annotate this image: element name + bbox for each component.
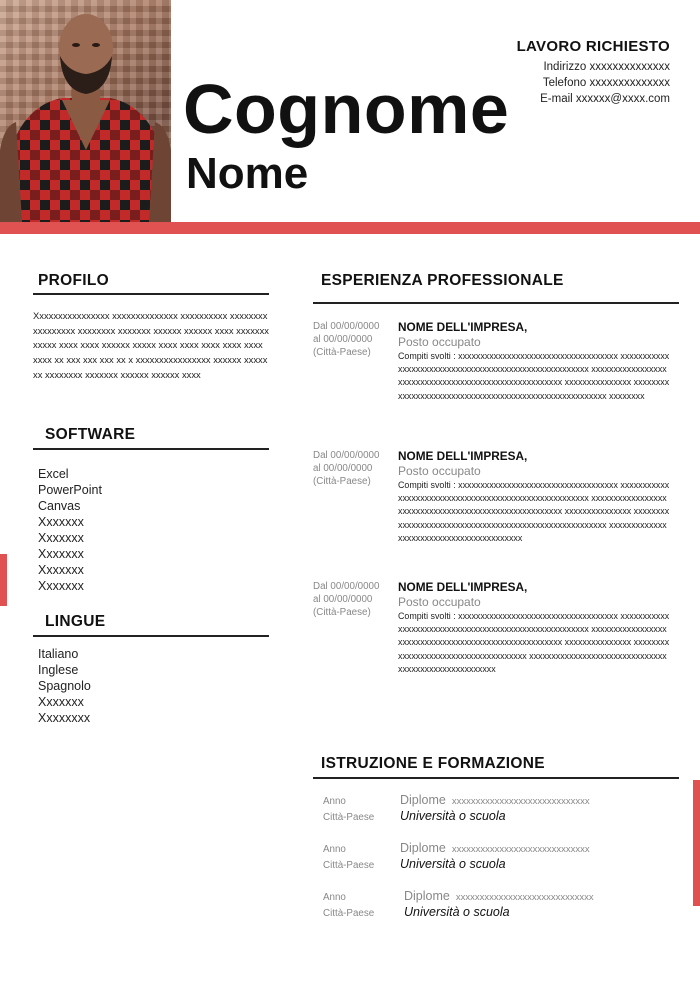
section-divider: [313, 777, 679, 779]
list-item: Spagnolo: [38, 679, 91, 693]
school-name: Università o scuola: [400, 857, 506, 871]
languages-list: [38, 646, 91, 726]
section-title-education: ISTRUZIONE E FORMAZIONE: [321, 755, 545, 772]
place: (Città-Paese): [313, 347, 371, 358]
contact-address: Indirizzo xxxxxxxxxxxxxx: [543, 61, 670, 73]
degree-name: Diplome: [404, 889, 450, 903]
degree: [400, 841, 590, 855]
position: Posto occupato: [398, 335, 481, 349]
experience-body: [398, 580, 670, 676]
education-city: Città-Paese: [323, 812, 375, 823]
section-divider: [33, 293, 269, 295]
date-from: Dal 00/00/0000: [313, 321, 380, 332]
position: Posto occupato: [398, 595, 481, 609]
education-city: Città-Paese: [323, 860, 375, 871]
company-name: NOME DELL'IMPRESA,: [398, 449, 528, 463]
school-name: Università o scuola: [400, 809, 506, 823]
date-from: Dal 00/00/0000: [313, 581, 380, 592]
experience-body: [398, 449, 670, 545]
section-title-software: SOFTWARE: [45, 426, 136, 443]
degree: [400, 793, 590, 807]
profile-text: Xxxxxxxxxxxxxxxx xxxxxxxxxxxxxx xxxxxxxxxx xxxxxxxx xxxxxxxxx xxxxxxxx xxxxxxx xxxxxx xxxxxx xxxx xxxxxxx xxxxx xxxx xxxx xxxxxx xxxxx xxxx xxxx xxxx xxxx xxxx xxxx xx xxx xxx xxx xx x xxxxxxxxxxxxxxxx xxxxxx xxxxxxx xxxxxxxx xxxxxxx xxxxxx xxxxxx xxxx: [33, 310, 269, 380]
duties: Compiti svolti : xxxxxxxxxxxxxxxxxxxxxxxxxxxxxxxxxxxx xxxxxxxxxxxxxxxxxxxxxxxxxxxxxxxxxxxxxxxxxxxxxxxxxxxxxx xxxxxxxxxxxxxxxxxxxxxxxxxxxxxxxxxxxxxxxxxxxxxxxxxxxxxx xxxxxxxxxxxxxxx xxxxxxxxxxxxxxxxxxxxxxxxxxxxxxxxxxxxxxxxxxxxxxxxxxxxxxx xxxxxxxx: [398, 351, 670, 401]
list-item: Xxxxxxx: [38, 531, 84, 545]
contact-block: [517, 38, 670, 107]
education-year: Anno: [323, 892, 346, 903]
place: (Città-Paese): [313, 607, 371, 618]
list-item: Excel: [38, 467, 69, 481]
list-item: Xxxxxxxx: [38, 711, 91, 725]
list-item: Xxxxxxx: [38, 695, 84, 709]
experience-dates: [313, 449, 393, 488]
company-name: NOME DELL'IMPRESA,: [398, 580, 528, 594]
date-to: al 00/00/0000: [313, 334, 373, 345]
profile-photo: [0, 0, 171, 222]
left-accent-mark: [0, 554, 7, 606]
list-item: Xxxxxxx: [38, 515, 84, 529]
last-name: Cognome: [183, 70, 510, 148]
date-to: al 00/00/0000: [313, 463, 373, 474]
section-title-experience: ESPERIENZA PROFESSIONALE: [321, 272, 564, 289]
experience-dates: [313, 320, 393, 359]
school-name: Università o scuola: [404, 905, 510, 919]
duties: Compiti svolti : xxxxxxxxxxxxxxxxxxxxxxxxxxxxxxxxxxxx xxxxxxxxxxxxxxxxxxxxxxxxxxxxxxxxxxxxxxxxxxxxxxxxxxxxxx xxxxxxxxxxxxxxxxxxxxxxxxxxxxxxxxxxxxxxxxxxxxxxxxxxxxxx xxxxxxxxxxxxxxx xxxxxxxxxxxxxxxxxxxxxxxxxxxxxxxxxxxxxxxxxxxxxxxxxxxxxxx xxxxxxxxxxxxxxxxxxxxxxxxxxxxxxxxxxxxxxxxx: [398, 480, 670, 543]
degree-detail: xxxxxxxxxxxxxxxxxxxxxxxxxxxxx: [455, 892, 594, 903]
list-item: Inglese: [38, 663, 79, 677]
job-title: LAVORO RICHIESTO: [516, 38, 670, 55]
contact-phone: Telefono xxxxxxxxxxxxxx: [542, 77, 670, 89]
section-title-languages: LINGUE: [45, 613, 106, 630]
company-name: NOME DELL'IMPRESA,: [398, 320, 528, 334]
list-item: Xxxxxxx: [38, 547, 84, 561]
list-item: Xxxxxxx: [38, 579, 84, 593]
degree-detail: xxxxxxxxxxxxxxxxxxxxxxxxxxxxx: [451, 844, 590, 855]
header-accent-bar: [0, 222, 700, 234]
section-divider: [313, 302, 679, 304]
list-item: Italiano: [38, 647, 79, 661]
contact-email: E-mail xxxxxx@xxxx.com: [540, 93, 670, 105]
right-accent-mark: [693, 780, 700, 906]
section-title-profile: PROFILO: [38, 272, 109, 289]
person-photo-illustration: [0, 0, 171, 222]
experience-dates: [313, 580, 393, 619]
position: Posto occupato: [398, 464, 481, 478]
section-divider: [33, 635, 269, 637]
place: (Città-Paese): [313, 476, 371, 487]
degree-name: Diplome: [400, 841, 446, 855]
degree-name: Diplome: [400, 793, 446, 807]
education-city: Città-Paese: [323, 908, 375, 919]
list-item: Xxxxxxx: [38, 563, 84, 577]
date-from: Dal 00/00/0000: [313, 450, 380, 461]
software-list: [38, 466, 102, 594]
section-divider: [33, 448, 269, 450]
list-item: PowerPoint: [38, 483, 102, 497]
first-name: Nome: [186, 149, 309, 198]
duties: Compiti svolti : xxxxxxxxxxxxxxxxxxxxxxxxxxxxxxxxxxxx xxxxxxxxxxxxxxxxxxxxxxxxxxxxxxxxxxxxxxxxxxxxxxxxxxxxxx xxxxxxxxxxxxxxxxxxxxxxxxxxxxxxxxxxxxxxxxxxxxxxxxxxxxxx xxxxxxxxxxxxxxx xxxxxxxxxxxxxxxxxxxxxxxxxxxxxxxxxxxxx xxxxxxxxxxxxxxxxxxxxxxxxxxxxxxxxxxxxxxxxxxxxxxxxxxxxx: [398, 611, 670, 674]
degree-detail: xxxxxxxxxxxxxxxxxxxxxxxxxxxxx: [451, 796, 590, 807]
experience-body: [398, 320, 670, 403]
education-year: Anno: [323, 796, 346, 807]
education-year: Anno: [323, 844, 346, 855]
list-item: Canvas: [38, 499, 81, 513]
date-to: al 00/00/0000: [313, 594, 373, 605]
degree: [404, 889, 594, 903]
